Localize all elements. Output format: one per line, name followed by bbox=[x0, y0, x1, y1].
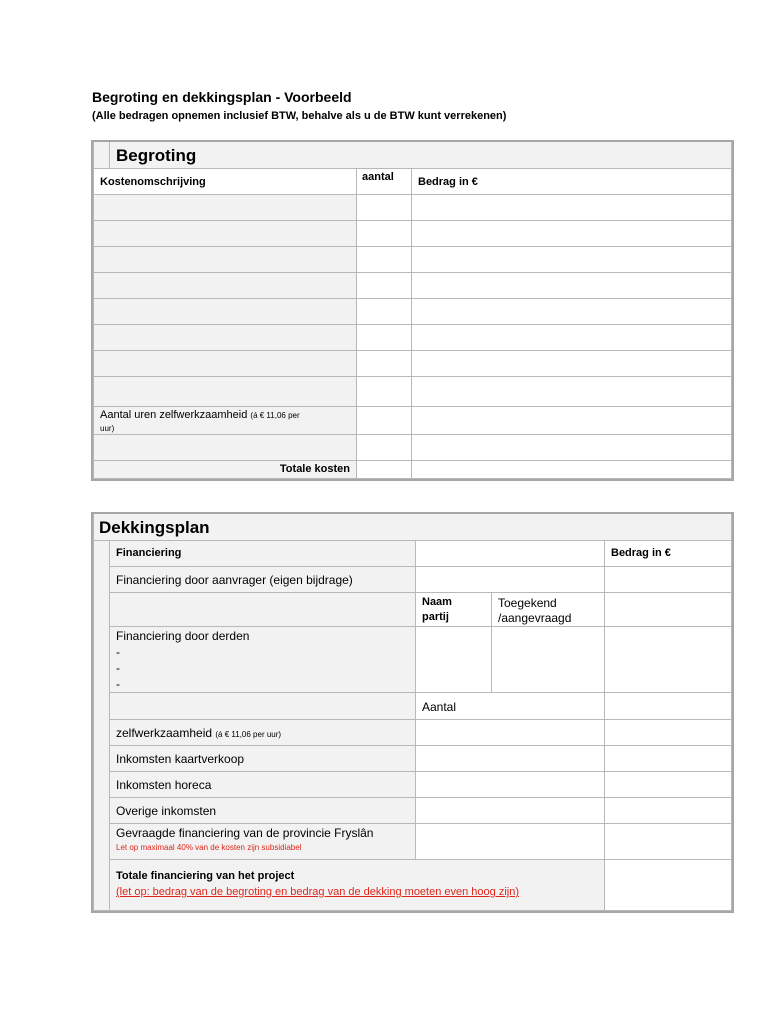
catering-label: Inkomsten horeca bbox=[116, 778, 212, 792]
third-party-label: Financiering door derden bbox=[116, 629, 250, 643]
province-label: Gevraagde financiering van de provincie Fryslân bbox=[116, 826, 374, 840]
total-financing-note: (let op: bedrag van de begroting en bedrag van de dekking moeten even hoog zijn) bbox=[116, 886, 520, 898]
dekkingsplan-frame bbox=[91, 512, 734, 913]
header-count: aantal bbox=[362, 171, 394, 183]
hours-label: Aantal uren zelfwerkzaamheid (á € 11,06 per bbox=[100, 409, 300, 421]
begroting-heading: Begroting bbox=[116, 146, 197, 165]
begroting-frame bbox=[91, 140, 734, 481]
financing-amount-header: Bedrag in € bbox=[611, 547, 671, 559]
document-subtitle: (Alle bedragen opnemen inclusief BTW, behalve als u de BTW kunt verrekenen) bbox=[92, 110, 507, 122]
count-header: Aantal bbox=[422, 700, 457, 714]
self-work-label: zelfwerkzaamheid (á € 11,06 per uur) bbox=[116, 726, 282, 740]
third-party-dash: - bbox=[116, 661, 120, 675]
granted-header-b: /aangevraagd bbox=[498, 611, 572, 625]
own-contribution-label: Financiering door aanvrager (eigen bijdrage) bbox=[116, 573, 353, 587]
document-title: Begroting en dekkingsplan - Voorbeeld bbox=[92, 89, 352, 105]
third-party-dash: - bbox=[116, 677, 120, 691]
header-amount: Bedrag in € bbox=[418, 176, 478, 188]
granted-header-a: Toegekend bbox=[498, 596, 557, 610]
total-financing-label: Totale financiering van het project bbox=[116, 870, 295, 882]
financing-header: Financiering bbox=[116, 547, 182, 559]
province-note: Let op maximaal 40% van de kosten zijn subsidiabel bbox=[116, 843, 302, 852]
party-name-header-a: Naam bbox=[422, 596, 452, 608]
dekkingsplan-heading: Dekkingsplan bbox=[99, 518, 210, 537]
third-party-dash: - bbox=[116, 645, 120, 659]
header-description: Kostenomschrijving bbox=[100, 176, 206, 188]
other-income-label: Overige inkomsten bbox=[116, 804, 217, 818]
party-name-header-b: partij bbox=[422, 611, 449, 623]
total-costs-label: Totale kosten bbox=[279, 463, 350, 475]
ticket-sales-label: Inkomsten kaartverkoop bbox=[116, 752, 245, 766]
hours-rate-cont: uur) bbox=[100, 424, 115, 433]
